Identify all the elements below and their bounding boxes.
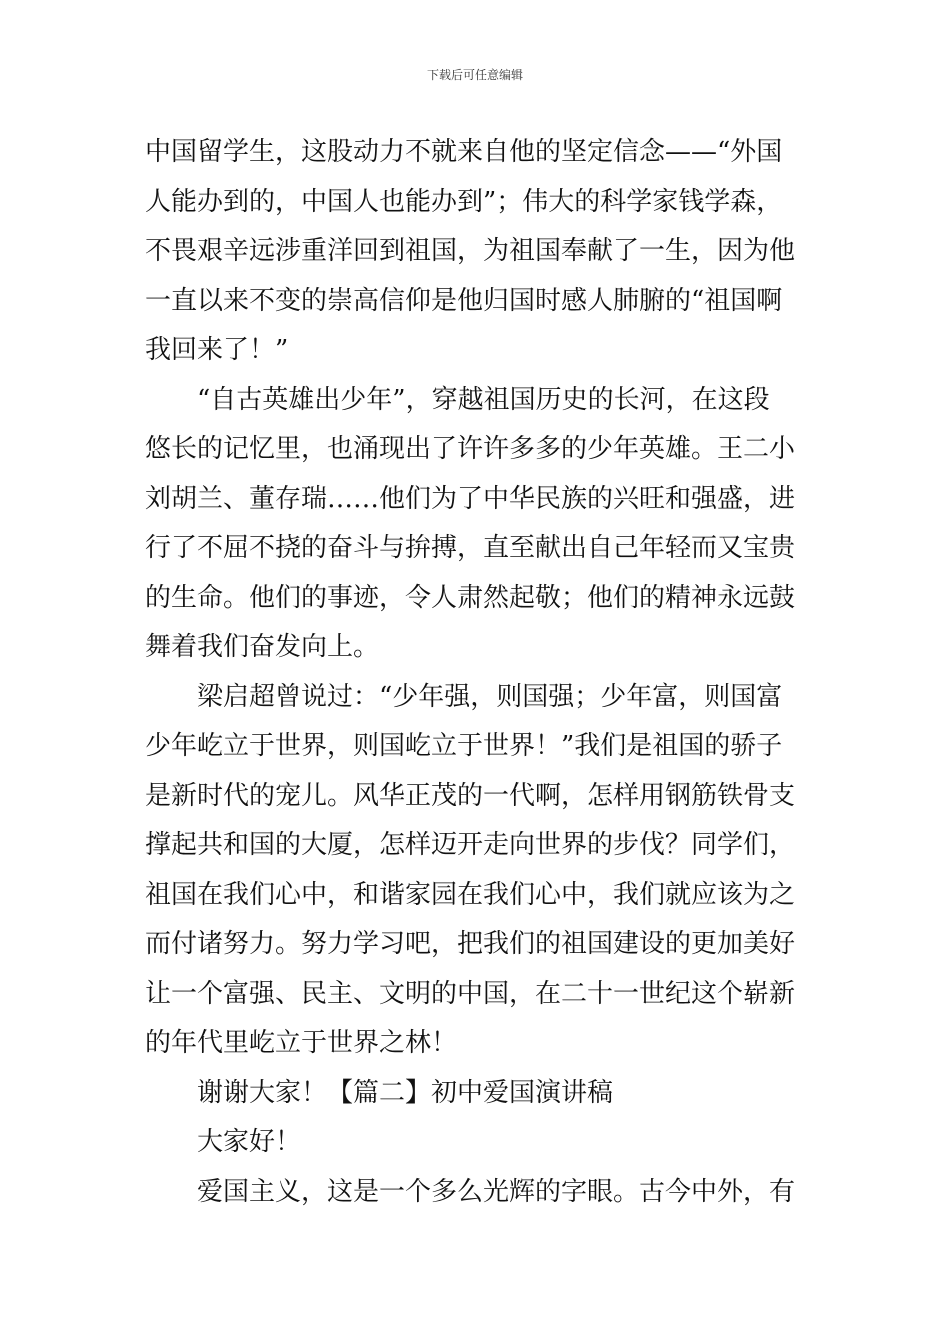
body-text bbox=[145, 128, 810, 1217]
text-line: 让一个富强、民主、文明的中国，在二十一世纪这个崭新 bbox=[145, 978, 796, 1009]
page-header: 下载后可任意编辑 bbox=[426, 68, 523, 82]
text-line: 撑起共和国的大厦，怎样迈开走向世界的步伐？同学们， bbox=[145, 830, 796, 860]
text-line: 梁启超曾说过：“少年强，则国强；少年富，则国富 bbox=[197, 681, 783, 712]
text-line: 的生命。他们的事迹，令人肃然起敬；他们的精神永远鼓 bbox=[145, 582, 796, 613]
text-line: 祖国在我们心中，和谐家园在我们心中，我们就应该为之 bbox=[145, 879, 796, 910]
text-line: 不畏艰辛远涉重洋回到祖国，为祖国奉献了一生，因为他 bbox=[145, 236, 796, 266]
text-line: 我回来了！” bbox=[145, 335, 289, 365]
text-line: 行了不屈不挠的奋斗与拚搏，直至献出自己年轻而又宝贵 bbox=[145, 533, 796, 563]
text-line: “自古英雄出少年”，穿越祖国历史的长河，在这段 bbox=[197, 384, 770, 415]
text-line: 中国留学生，这股动力不就来自他的坚定信念——“外国 bbox=[145, 137, 783, 167]
text-line: 舞着我们奋发向上。 bbox=[145, 632, 380, 662]
text-line: 刘胡兰、董存瑞……他们为了中华民族的兴旺和强盛，进 bbox=[145, 483, 796, 514]
text-line: 一直以来不变的崇高信仰是他归国时感人肺腑的“祖国啊 bbox=[145, 285, 783, 316]
text-line: 少年屹立于世界，则国屹立于世界！”我们是祖国的骄子 bbox=[145, 731, 783, 761]
text-line: 爱国主义，这是一个多么光辉的字眼。古今中外，有 bbox=[197, 1176, 796, 1207]
text-line: 是新时代的宠儿。风华正茂的一代啊，怎样用钢筋铁骨支 bbox=[145, 780, 796, 811]
text-line: 而付诸努力。努力学习吧，把我们的祖国建设的更加美好 bbox=[145, 929, 796, 959]
text-line: 人能办到的，中国人也能办到”；伟大的科学家钱学森， bbox=[145, 186, 783, 217]
text-line: 谢谢大家！【篇二】初中爱国演讲稿 bbox=[197, 1077, 614, 1108]
text-line: 悠长的记忆里，也涌现出了许许多多的少年英雄。王二小 bbox=[145, 434, 796, 464]
text-line: 的年代里屹立于世界之林！ bbox=[145, 1028, 458, 1058]
text-line: 大家好！ bbox=[197, 1127, 302, 1157]
